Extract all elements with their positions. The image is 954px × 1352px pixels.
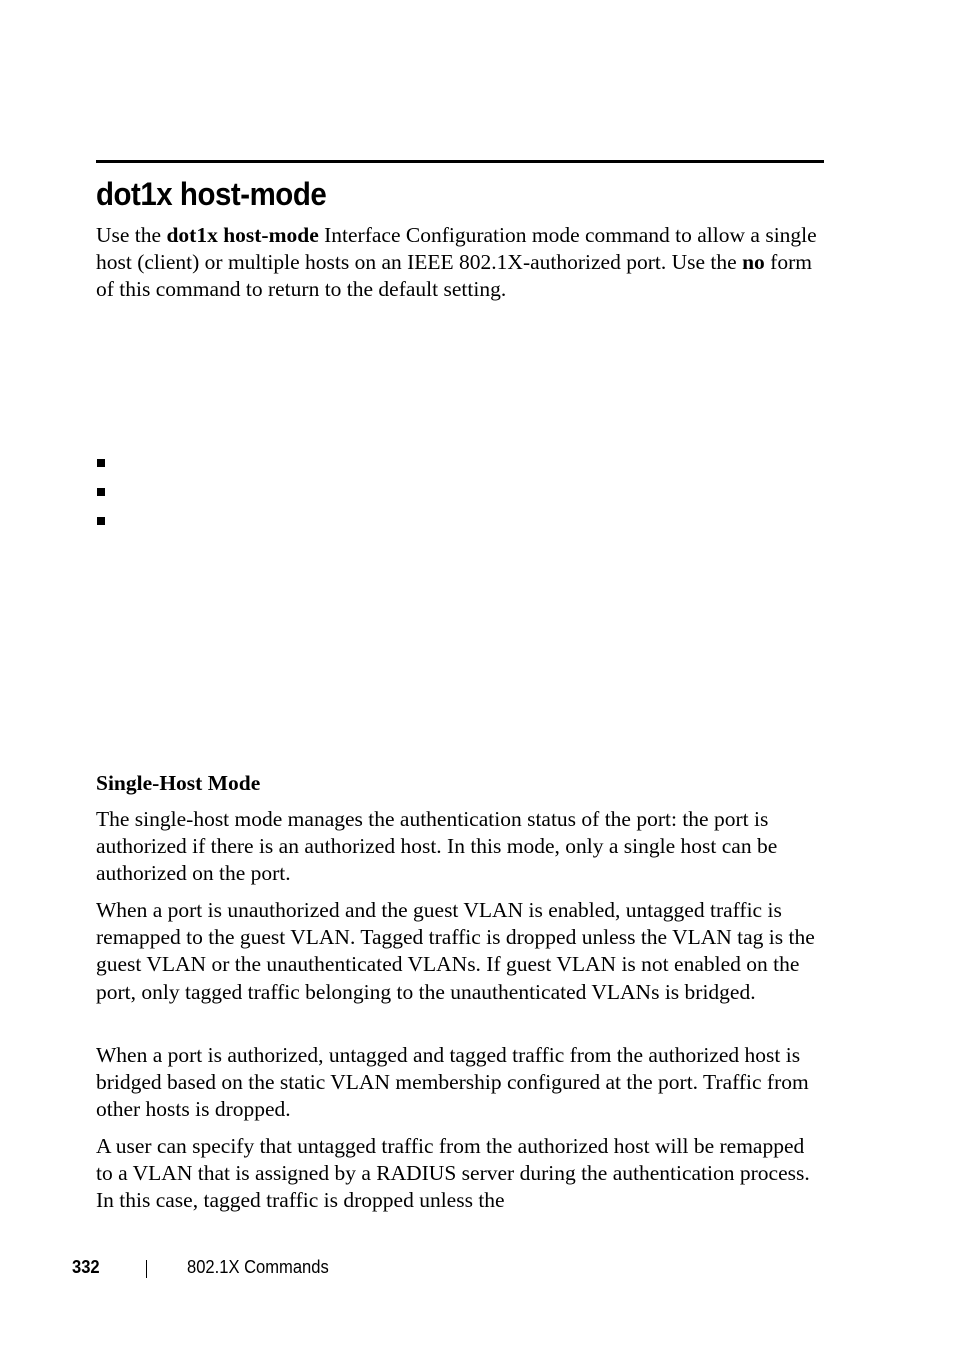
intro-no-keyword: no <box>742 250 765 275</box>
body-paragraph: When a port is authorized, untagged and tagged traffic from the authorized host is bridged based on the static VLAN membership configured at the port. Traffic from other hosts is dropped. <box>96 1043 809 1122</box>
intro-text-3: form of this command to return to the default setting. <box>96 250 812 302</box>
header-rule <box>96 160 824 163</box>
intro-text-2: Interface Configuration mode command to allow a single host (client) or multiple hosts on an IEEE 802.1X-authorized port. Use the <box>96 223 817 275</box>
bullet-marker <box>97 488 105 496</box>
bullet-marker <box>97 459 105 467</box>
bullet-marker <box>97 517 105 525</box>
page-title: dot1x host-mode <box>96 176 327 212</box>
intro-command-name: dot1x host-mode <box>166 223 319 247</box>
body-paragraph: A user can specify that untagged traffic from the authorized host will be remapped to a VLAN that is assigned by a RADIUS server during the authentication process. In this case, tagged traffic is dropped unless the <box>96 1134 810 1213</box>
footer-section-name: 802.1X Commands <box>187 1257 329 1277</box>
page-footer <box>0 1257 954 1281</box>
page-number: 332 <box>72 1257 100 1277</box>
footer-divider <box>146 1260 147 1278</box>
section-heading: Single-Host Mode <box>96 771 261 795</box>
intro-paragraph <box>96 222 824 304</box>
bullet-list <box>97 459 105 546</box>
body-paragraph: When a port is unauthorized and the guest VLAN is enabled, untagged traffic is remapped to the guest VLAN. Tagged traffic is dropped unless the VLAN tag is the guest VLAN or the unauthenticated VLANs. If guest VLAN is not enabled on the port, only tagged traffic belonging to the unauthenticated VLANs is bridged. <box>96 898 815 1004</box>
intro-text-1: Use the <box>96 223 167 247</box>
body-paragraph: The single-host mode manages the authentication status of the port: the port is authorized if there is an authorized host. In this mode, only a single host can be authorized on the port. <box>96 807 778 886</box>
